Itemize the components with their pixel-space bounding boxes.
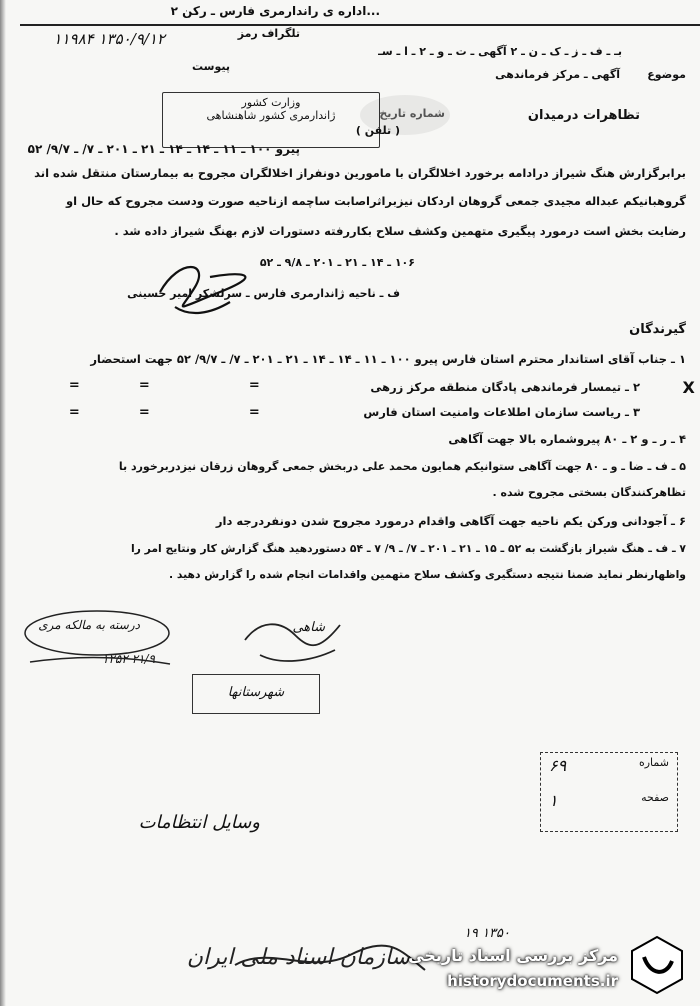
note-left-1: درسته به مالکه مری [38, 618, 140, 632]
top-title: ...اداره ی راندارمری فارس ـ رکن ۲ [170, 4, 380, 18]
boxed-stamp [192, 674, 320, 714]
org-stamp-name: ژاندارمری کشور شاهنشاهی [206, 109, 336, 122]
recipients-heading: گیرندگان [629, 322, 686, 337]
attachment-label: پیوست [192, 60, 230, 73]
initials-scribble [240, 610, 350, 670]
org-stamp [162, 92, 380, 148]
watermark-logo-icon [630, 935, 685, 995]
recipient-7-cont: واظهارنظر نماید ضمنا نتیجه دستگیری وکشف سلاح متهمین واقدامات انجام شده را گزارش دهید . [169, 568, 686, 581]
footer-handwriting: سازمان اسناد ملی ایران [186, 945, 410, 970]
page-edge-shadow [0, 0, 6, 1006]
recipient-5: ۵ ـ ف ـ ضا ـ و ـ ۸۰ جهت آگاهی ستوانیکم همایون محمد علی دربخش جمعی گروهان زرقان نیزدربرخورد با [118, 460, 686, 473]
recipient-5-cont: تظاهرکنندگان بسختی مجروح شده . [492, 486, 686, 499]
recipient-4: ۴ ـ ر ـ و ۲ ـ ۸۰ پیروشماره بالا جهت آگاهی [448, 432, 686, 446]
recipient-1: ۱ ـ جناب آقای استاندار محترم استان فارس پیرو ۱۰۰ ـ ۱۱ ـ ۱۴ ـ ۱۴ ـ ۲۱ ـ ۲۰۱ ـ ۷/ ـ ۹/۷/ ۵۲ جهت استحضار [90, 352, 686, 366]
ditto-mark: = [68, 378, 80, 393]
page-value: ۱ [549, 791, 558, 810]
body-line-3: رضایت بخش است درمورد پیگیری متهمین وکشف سلاح بکاررفته دستورات لازم بهنگ شیراز داده شد . [114, 224, 686, 238]
watermark-url: historydocuments.ir [447, 972, 618, 990]
topic-heading: تظاهرات درمیدان [527, 108, 640, 123]
bottom-note: وسایل انتظامات [138, 812, 260, 833]
subject-label: موضوع [647, 68, 686, 81]
ministry-stamp: وزارت کشور [241, 96, 301, 109]
footer-scribble [230, 940, 430, 980]
top-rule [20, 24, 700, 26]
number-box-label: شماره [638, 756, 669, 769]
margin-mark: X [682, 378, 695, 397]
phone-label: ( تلفن ) [355, 124, 400, 137]
body-line-1: برابرگزارش هنگ شیراز درادامه برخورد اخلالگران با مامورین دونفراز اخلالگران مجروح به بیمارستان منتقل شده اند [34, 166, 686, 180]
date-handwritten: ۱۳۵۰/۹/۱۲ ۱۱۹۸۴ [53, 30, 165, 48]
signature-ref: ۱۰۶ ـ ۱۴ ـ ۲۱ ـ ۲۰۱ ـ ۹/۸ ـ ۵۲ [259, 256, 415, 269]
recipient-7: ۷ ـ ف ـ هنگ شیراز بازگشت به ۵۲ ـ ۱۵ ـ ۲۱ ـ ۲۰۱ ـ ۷/ ـ ۹/ ۷ ـ ۵۴ دستوردهید هنگ گزارش کار ونتایج امر را [130, 542, 686, 555]
number-box-value: ۶۹ [549, 756, 567, 775]
ditto-mark: = [248, 378, 260, 393]
recipient-2: ۲ ـ تیمسار فرماندهی پادگان منطقه مرکز زرهی [370, 380, 640, 394]
note-right: شاهی [292, 620, 325, 635]
received-stamp: شماره تاریخ [379, 107, 445, 120]
recipient-6: ۶ ـ آجودانی ورکن یکم ناحیه جهت آگاهی واقدام درمورد مجروح شدن دونفردرجه دار [215, 514, 686, 528]
boxed-stamp-text: شهرستانها [227, 685, 285, 700]
footer-stamp: ۱۳۵۰ ۱۹ [463, 926, 510, 941]
address-line: بـ ـ ف ـ ز ـ ک ـ ن ـ ۲ آگهی ـ ت ـ و ـ ۲ ـ ا ـ سـ [378, 45, 622, 58]
reference-line: پیرو ۱۰۰ ـ ۱۱ ـ ۱۴ ـ ۱۴ ـ ۲۱ ـ ۲۰۱ ـ ۷/ ـ ۹/۷/ ۵۲ [27, 142, 300, 156]
ditto-mark: = [138, 378, 150, 393]
note-underline [30, 650, 170, 670]
page-label: صفحه [641, 791, 669, 804]
cipher-label: تلگراف رمز [237, 27, 300, 40]
signature-caption: ف ـ ناحیه ژاندارمری فارس ـ سرلشکر امیر حسینی [127, 287, 400, 300]
registry-box [540, 752, 678, 832]
ditto-mark: = [248, 405, 260, 420]
ditto-mark: = [138, 405, 150, 420]
recipient-3: ۳ ـ ریاست سازمان اطلاعات وامنیت استان فارس [363, 405, 640, 419]
watermark-title: مرکز بررسی اسناد تاریخی [408, 946, 618, 965]
body-line-2: گروهبانیکم عبداله مجیدی جمعی گروهان اردکان نیزبراثراصابت ساچمه ازناحیه صورت ودست مجروح که حال او [65, 194, 686, 208]
ditto-mark: = [68, 405, 80, 420]
subject-text: آگهی ـ مرکز فرماندهی [495, 68, 620, 81]
note-left-2: ۲۱/۹ ۱۲۵۲ [102, 652, 155, 666]
